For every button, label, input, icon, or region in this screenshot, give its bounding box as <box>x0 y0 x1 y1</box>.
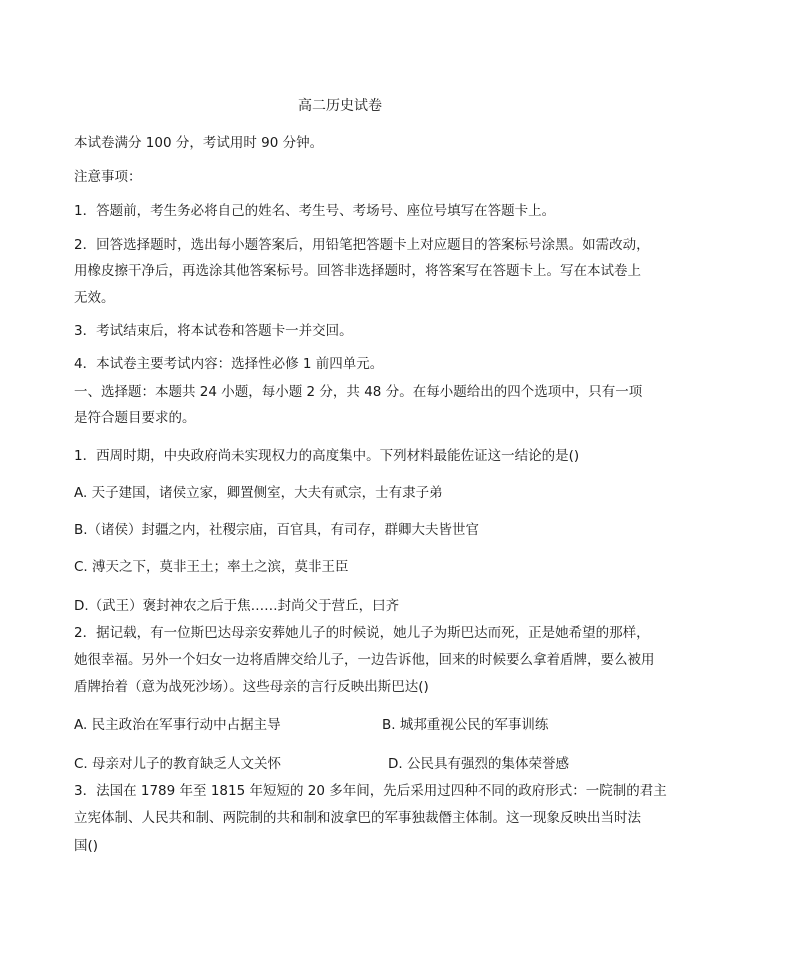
section-heading-line-1: 一、选择题：本题共 24 小题，每小题 2 分，共 48 分。在每小题给出的四个选项中，只有一项 <box>74 384 643 400</box>
exam-intro: 本试卷满分 100 分，考试用时 90 分钟。 <box>74 135 324 151</box>
notice-4: 4．本试卷主要考试内容：选择性必修 1 前四单元。 <box>74 356 384 372</box>
question-1-option-d: D.（武王）褒封神农之后于焦……封尚父于营丘，曰齐 <box>74 598 400 614</box>
question-1-option-c: C. 溥天之下，莫非王土；率土之滨，莫非王臣 <box>74 559 349 575</box>
question-2-option-b: B. 城邦重视公民的军事训练 <box>382 717 549 733</box>
notice-3: 3．考试结束后，将本试卷和答题卡一并交回。 <box>74 323 353 339</box>
question-3-stem-line-1: 3．法国在 1789 年至 1815 年短短的 20 多年间，先后采用过四种不同的政府形式：一院制的君主 <box>74 783 667 799</box>
question-2-stem-line-3: 盾牌抬着（意为战死沙场）。这些母亲的言行反映出斯巴达() <box>74 679 429 695</box>
question-2-stem-line-2: 她很幸福。另外一个妇女一边将盾牌交给儿子，一边告诉他，回来的时候要么拿着盾牌，要么被用 <box>74 652 655 668</box>
question-3-stem-line-2: 立宪体制、人民共和制、两院制的共和制和波拿巴的军事独裁僭主体制。这一现象反映出当时法 <box>74 810 641 826</box>
page-title: 高二历史试卷 <box>298 98 382 114</box>
question-2-stem-line-1: 2．据记载，有一位斯巴达母亲安葬她儿子的时候说，她儿子为斯巴达而死，正是她希望的那样， <box>74 625 650 641</box>
notice-heading: 注意事项： <box>74 169 142 185</box>
question-2-option-c: C. 母亲对儿子的教育缺乏人文关怀 <box>74 756 282 772</box>
notice-2-line-1: 2．回答选择题时，选出每小题答案后，用铅笔把答题卡上对应题目的答案标号涂黑。如需改动， <box>74 237 650 253</box>
question-1-option-b: B.（诸侯）封疆之内，社稷宗庙，百官具，有司存，群卿大夫皆世官 <box>74 522 480 538</box>
question-2-option-a: A. 民主政治在军事行动中占据主导 <box>74 717 281 733</box>
section-heading-line-2: 是符合题目要求的。 <box>74 410 196 426</box>
notice-1: 1．答题前，考生务必将自己的姓名、考生号、考场号、座位号填写在答题卡上。 <box>74 203 556 219</box>
question-1-option-a: A. 天子建国，诸侯立家，卿置侧室，大夫有贰宗，士有隶子弟 <box>74 485 443 501</box>
question-3-stem-line-3: 国() <box>74 838 99 854</box>
notice-2-line-3: 无效。 <box>74 290 115 306</box>
notice-2-line-2: 用橡皮擦干净后，再选涂其他答案标号。回答非选择题时，将答案写在答题卡上。写在本试卷上 <box>74 263 641 279</box>
question-1-stem: 1．西周时期，中央政府尚未实现权力的高度集中。下列材料最能佐证这一结论的是() <box>74 448 580 464</box>
question-2-option-d: D. 公民具有强烈的集体荣誉感 <box>388 756 569 772</box>
